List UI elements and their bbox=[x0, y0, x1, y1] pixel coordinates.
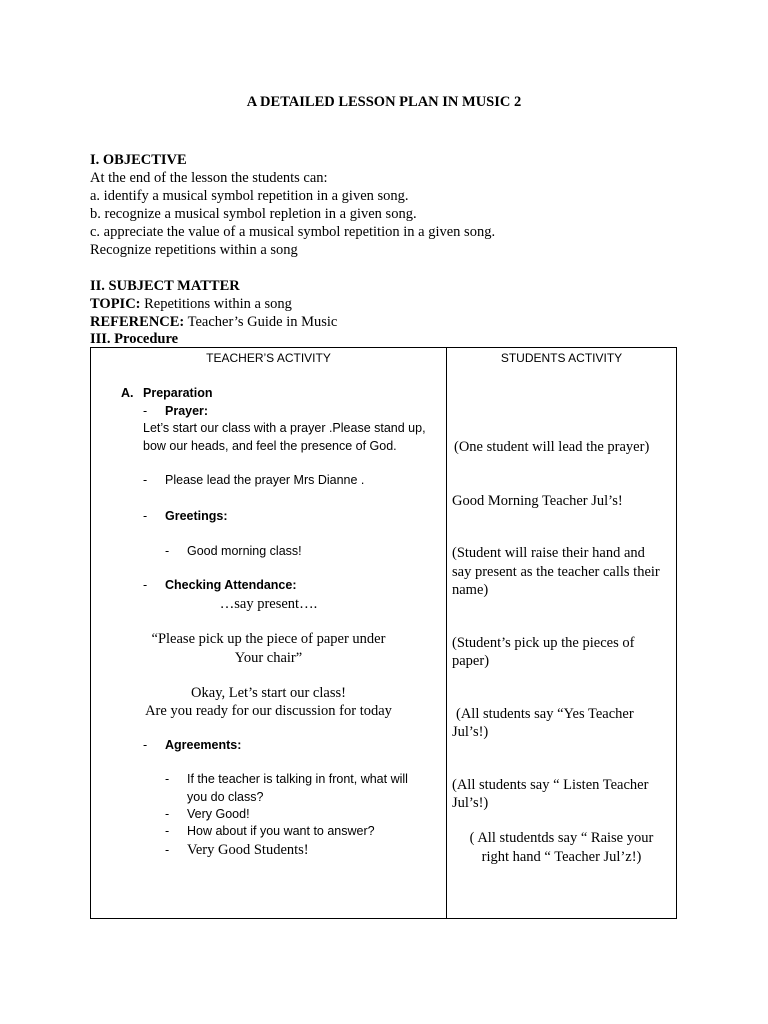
student-response-3-line-2: say present as the teacher calls their bbox=[452, 564, 660, 580]
student-response-2: Good Morning Teacher Jul’s! bbox=[452, 493, 623, 509]
prayer-heading: Prayer: bbox=[165, 404, 209, 418]
bullet-dash: - bbox=[165, 807, 170, 821]
document-title: A DETAILED LESSON PLAN IN MUSIC 2 bbox=[246, 94, 522, 110]
bullet-dash: - bbox=[165, 843, 170, 857]
student-response-1: (One student will lead the prayer) bbox=[454, 439, 650, 455]
bullet-dash: - bbox=[143, 404, 148, 418]
subject-matter-heading: II. SUBJECT MATTER bbox=[90, 278, 240, 294]
reference-line bbox=[90, 314, 337, 332]
pick-up-line-2: Your chair” bbox=[234, 650, 303, 666]
topic-line bbox=[90, 296, 292, 314]
agreement-2-text: Very Good! bbox=[187, 807, 250, 821]
student-response-3-line-3: name) bbox=[452, 582, 489, 598]
agreement-1-line-1: If the teacher is talking in front, what will bbox=[187, 772, 408, 786]
objective-intro: At the end of the lesson the students can: bbox=[90, 170, 328, 186]
student-response-7-line-2: right hand “ Teacher Jul’z!) bbox=[481, 849, 642, 865]
student-response-4-line-2: paper) bbox=[452, 653, 490, 669]
bullet-dash: - bbox=[165, 772, 170, 786]
bullet-dash: - bbox=[143, 738, 148, 752]
student-response-5-line-2: Jul’s!) bbox=[452, 724, 489, 740]
agreement-3-text: How about if you want to answer? bbox=[187, 824, 375, 838]
agreement-4-text: Very Good Students! bbox=[187, 842, 309, 858]
objective-heading: I. OBJECTIVE bbox=[90, 152, 187, 168]
student-response-7-line-1: ( All studentds say “ Raise your bbox=[469, 830, 654, 846]
attendance-heading: Checking Attendance: bbox=[165, 578, 297, 592]
prayer-text-line-1: Let’s start our class with a prayer .Please stand up, bbox=[143, 421, 426, 435]
bullet-dash: - bbox=[143, 509, 148, 523]
preparation-marker: A. bbox=[121, 386, 134, 400]
teacher-activity-header: TEACHER’S ACTIVITY bbox=[206, 351, 331, 365]
bullet-dash: - bbox=[165, 824, 170, 838]
bullet-dash: - bbox=[143, 578, 148, 592]
pick-up-line-1: “Please pick up the piece of paper under bbox=[151, 631, 386, 647]
student-response-5-line-1: (All students say “Yes Teacher bbox=[456, 706, 634, 722]
procedure-table bbox=[90, 347, 677, 919]
student-response-3-line-1: (Student will raise their hand and bbox=[452, 545, 645, 561]
student-response-6-line-1: (All students say “ Listen Teacher bbox=[452, 777, 649, 793]
bullet-dash: - bbox=[165, 544, 170, 558]
say-present-text: …say present…. bbox=[219, 596, 318, 612]
preparation-heading: Preparation bbox=[143, 386, 213, 400]
topic-value: Repetitions within a song bbox=[140, 296, 292, 312]
students-activity-header: STUDENTS ACTIVITY bbox=[500, 351, 623, 365]
student-response-6-line-2: Jul’s!) bbox=[452, 795, 489, 811]
prayer-text-line-2: bow our heads, and feel the presence of God. bbox=[143, 439, 397, 453]
objective-item-c: c. appreciate the value of a musical symbol repetition in a given song. bbox=[90, 224, 496, 240]
okay-text: Okay, Let’s start our class! bbox=[191, 685, 346, 701]
ready-text: Are you ready for our discussion for today bbox=[145, 703, 392, 719]
greetings-heading: Greetings: bbox=[165, 509, 228, 523]
reference-label: REFERENCE: bbox=[90, 314, 185, 330]
procedure-heading: III. Procedure bbox=[90, 331, 179, 347]
bullet-dash: - bbox=[143, 473, 148, 487]
reference-value: Teacher’s Guide in Music bbox=[184, 314, 338, 330]
good-morning-text: Good morning class! bbox=[187, 544, 302, 558]
topic-label: TOPIC: bbox=[90, 296, 141, 312]
lead-prayer-text: Please lead the prayer Mrs Dianne . bbox=[165, 473, 365, 487]
agreement-1-line-2: you do class? bbox=[187, 790, 264, 804]
objective-item-a: a. identify a musical symbol repetition in a given song. bbox=[90, 188, 409, 204]
agreements-heading: Agreements: bbox=[165, 738, 242, 752]
objective-item-d: Recognize repetitions within a song bbox=[90, 242, 298, 258]
objective-item-b: b. recognize a musical symbol repletion in a given song. bbox=[90, 206, 417, 222]
student-response-4-line-1: (Student’s pick up the pieces of bbox=[452, 635, 635, 651]
